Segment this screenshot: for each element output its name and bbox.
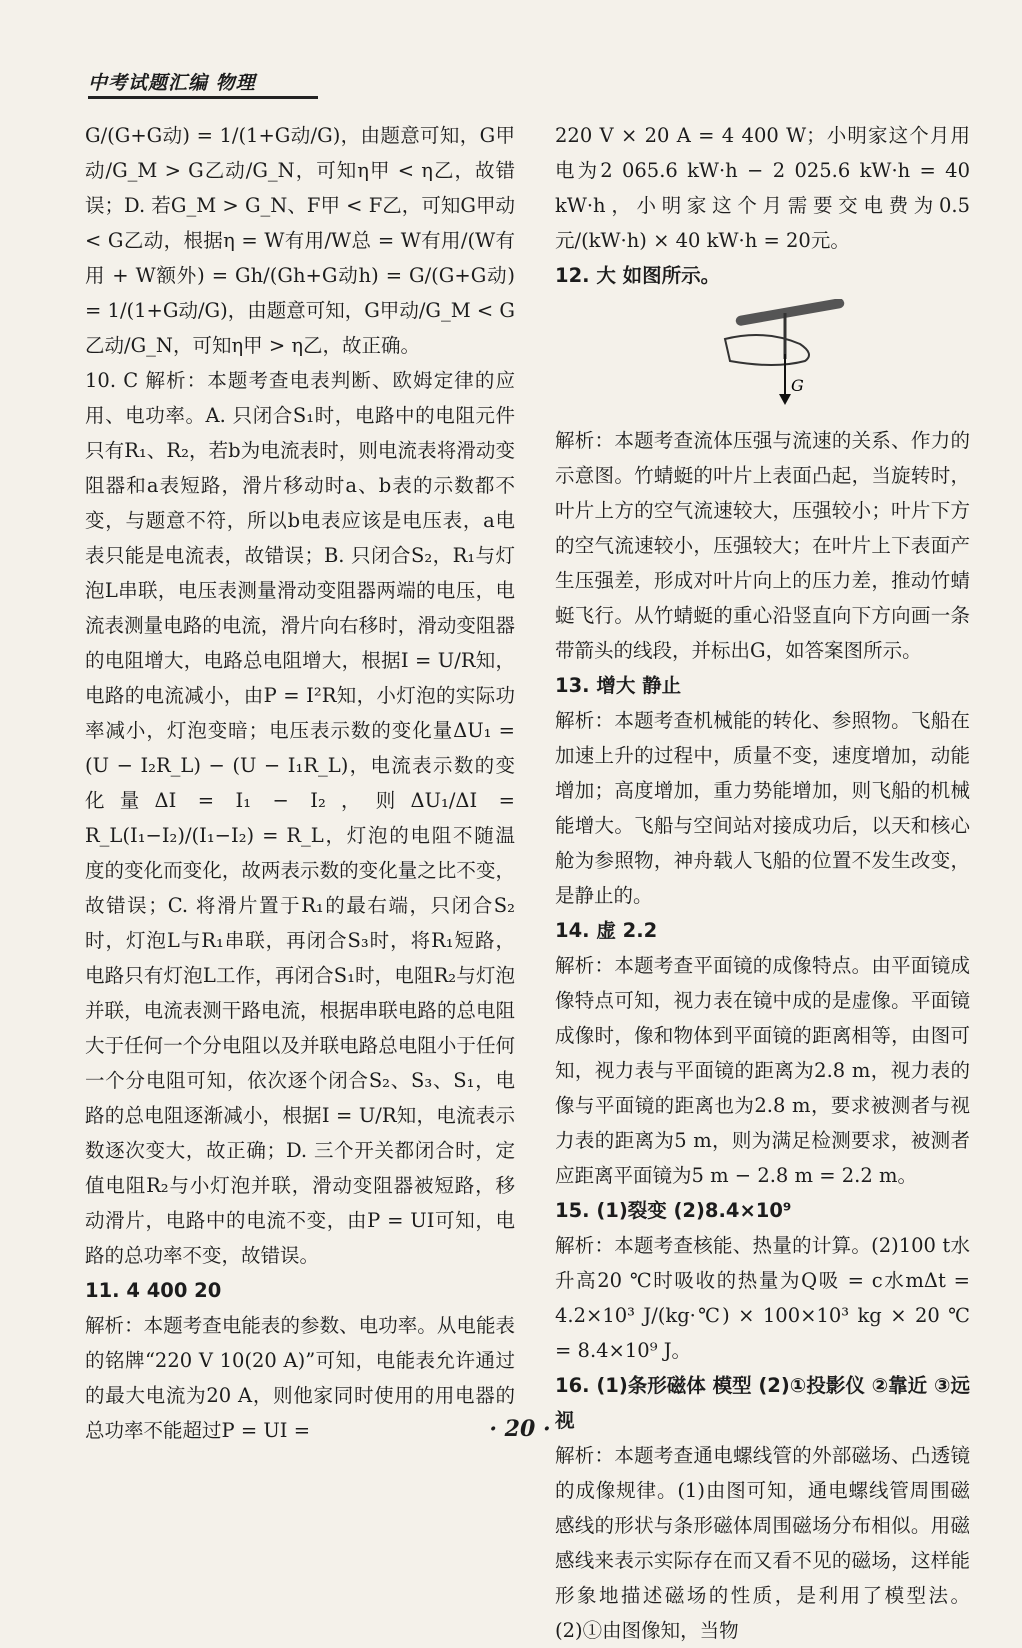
answer-11-continued: 220 V × 20 A = 4 400 W；小明家这个月用电为2 065.6 kW·h − 2 025.6 kW·h = 40 kW·h，小明家这个月需要交电费为0.5元/(kW·h) × 40 kW·h = 20元。 (555, 124, 970, 252)
answer-15: 15. (1)裂变 (2)8.4×10⁹ (555, 1199, 792, 1222)
answer-13-explanation: 解析：本题考查机械能的转化、参照物。飞船在加速上升的过程中，质量不变，速度增加，动能增加；高度增加，重力势能增加，则飞船的机械能增大。飞船与空间站对接成功后，以天和核心舱为参照物，神舟载人飞船的位置不发生改变，是静止的。 (555, 709, 970, 907)
bamboo-dragonfly-figure (705, 299, 865, 417)
right-column (555, 118, 970, 1648)
answer-13: 13. 增大 静止 (555, 674, 682, 697)
answer-10: 10. C 解析：本题考查电表判断、欧姆定律的应用、电功率。A. 只闭合S₁时，电路中的电阻元件只有R₁、R₂，若b为电流表时，则电流表将滑动变阻器和a表短路，滑片移动时a、b表的示数都不变，与题意不符，所以b电表应该是电压表，a电表只能是电流表，故错误；B. 只闭合S₂，R₁与灯泡L串联，电压表测量滑动变阻器两端的电压，电流表测量电路的电流，滑片向右移时，滑动变阻器的电阻增大，电路总电阻增大，根据I = U/R知，电路的电流减小，由P = I²R知，小灯泡的实际功率减小，灯泡变暗；电压表示数的变化量ΔU₁ = (U − I₂R_L) − (U − I₁R_L)，电流表示数的变化量ΔI = I₁ − I₂，则ΔU₁/ΔI = R_L(I₁−I₂)/(I₁−I₂) = R_L，灯泡的电阻不随温度的变化而变化，故两表示数的变化量之比不变，故错误；C. 将滑片置于R₁的最右端，只闭合S₂时，灯泡L与R₁串联，再闭合S₃时，将R₁短路，电路只有灯泡L工作，再闭合S₁时，电阻R₂与灯泡并联，电流表测干路电流，根据串联电路的总电阻大于任何一个分电阻以及并联电路总电阻小于任何一个分电阻可知，依次逐个闭合S₂、S₃、S₁，电路的总电阻逐渐减小，根据I = U/R知，电流表示数逐次变大，故正确；D. 三个开关都闭合时，定值电阻R₂与小灯泡并联，滑动变阻器被短路，移动滑片，电路中的电流不变，由P = UI可知，电路的总功率不变，故错误。 (85, 369, 515, 1267)
answer-9-continued: G/(G+G动) = 1/(1+G动/G)，由题意可知，G甲动/G_M > G乙动/G_N，可知η甲 < η乙，故错误；D. 若G_M > G_N、F甲 < F乙，可知G甲动 < G乙动，根据η = W有用/W总 = W有用/(W有用 + W额外) = Gh/(Gh+G动h) = G/(G+G动) = 1/(1+G动/G)，由题意可知，G甲动/G_M < G乙动/G_N，可知η甲 > η乙，故正确。 (85, 124, 515, 357)
page-number: · 20 · (489, 1416, 551, 1442)
left-column (85, 118, 515, 1448)
rotor-blade (735, 299, 845, 326)
answer-12-explanation: 解析：本题考查流体压强与流速的关系、作力的示意图。竹蜻蜓的叶片上表面凸起，当旋转时，叶片上方的空气流速较大，压强较小；叶片下方的空气流速较小，压强较大；在叶片上下表面产生压强差，形成对叶片向上的压力差，推动竹蜻蜓飞行。从竹蜻蜓的重心沿竖直向下方向画一条带箭头的线段，并标出G，如答案图所示。 (555, 429, 970, 662)
hands (725, 335, 809, 365)
answer-14-explanation: 解析：本题考查平面镜的成像特点。由平面镜成像特点可知，视力表在镜中成的是虚像。平面镜成像时，像和物体到平面镜的距离相等，由图可知，视力表与平面镜的距离为2.8 m，视力表的像与平面镜的距离也为2.8 m，要求被测者与视力表的距离为5 m，则为满足检测要求，被测者应距离平面镜为5 m − 2.8 m = 2.2 m。 (555, 954, 970, 1187)
arrow-head-icon (779, 394, 791, 405)
answer-16-explanation: 解析：本题考查通电螺线管的外部磁场、凸透镜的成像规律。(1)由图可知，通电螺线管周围磁感线的形状与条形磁体周围磁场分布相似。用磁感线来表示实际存在而又看不见的磁场，这样能形象地描述磁场的性质，是利用了模型法。(2)①由图像知，当物 (555, 1444, 970, 1642)
answer-11: 11. 4 400 20 (85, 1279, 222, 1302)
answer-12: 12. 大 如图所示。 (555, 264, 721, 287)
gravity-label: G (791, 376, 804, 395)
answer-14: 14. 虚 2.2 (555, 919, 658, 942)
answer-16: 16. (1)条形磁体 模型 (2)①投影仪 ②靠近 ③远视 (555, 1374, 970, 1432)
answer-11-explanation: 解析：本题考查电能表的参数、电功率。从电能表的铭牌“220 V 10(20 A)”可知，电能表允许通过的最大电流为20 A，则他家同时使用的用电器的总功率不能超过P = UI = (85, 1314, 515, 1442)
answer-15-explanation: 解析：本题考查核能、热量的计算。(2)100 t水升高20 ℃时吸收的热量为Q吸 = c水mΔt = 4.2×10³ J/(kg·℃) × 100×10³ kg × 20 ℃ = 8.4×10⁹ J。 (555, 1234, 970, 1362)
running-header: 中考试题汇编 物理 (88, 72, 256, 94)
header-rule (88, 96, 318, 99)
